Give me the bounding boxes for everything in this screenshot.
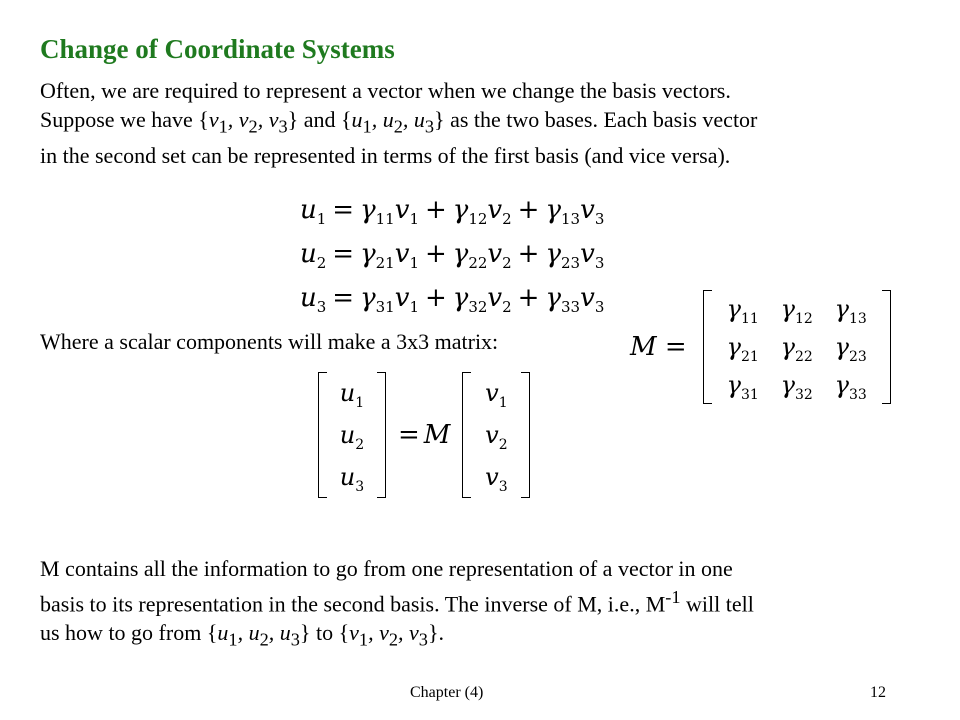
equation-u1: $u_1 = \gamma_{11}v_1 + \gamma_{12}v_2 + \gamma_{13}v_3$ — [300, 195, 605, 229]
matrix-cell: $\gamma_{32}$ — [780, 371, 813, 403]
matrix-cell: $\gamma_{23}$ — [834, 333, 867, 365]
outro-line-2: basis to its representation in the second basis. The inverse of M, i.e., M — [40, 591, 666, 617]
inverse-superscript: -1 — [665, 587, 681, 607]
basis-set-u: {$u_1$, $u_2$, $u_3$} — [340, 107, 445, 137]
vector-entry: $v_1$ — [485, 379, 508, 411]
intro-paragraph — [40, 76, 920, 170]
vector-entry: $v_3$ — [485, 463, 508, 495]
intro-line-3: in the second set can be represented in terms of the first basis (and vice versa). — [40, 143, 731, 169]
basis-equations — [300, 188, 604, 320]
vector-entry: $u_1$ — [339, 379, 365, 411]
outro-line-1: M contains all the information to go from one representation of a vector in one — [40, 556, 733, 581]
matrix-cell: $\gamma_{21}$ — [726, 333, 759, 365]
equation-u3: $u_3 = \gamma_{31}v_1 + \gamma_{32}v_2 + \gamma_{33}v_3$ — [300, 283, 605, 317]
matrix-cell: $\gamma_{12}$ — [780, 295, 813, 327]
outro-paragraph — [40, 554, 920, 655]
v-vector — [462, 372, 530, 498]
matrix-M-label: M = — [630, 332, 687, 362]
slide-title: Change of Coordinate Systems — [40, 34, 395, 64]
matrix-cell: $\gamma_{11}$ — [726, 295, 759, 327]
footer-chapter: Chapter (4) — [410, 684, 484, 701]
matrix-cell: $\gamma_{22}$ — [780, 333, 813, 365]
outro-line-3a: us how to go from — [40, 620, 207, 646]
matrix-cell: $\gamma_{13}$ — [834, 295, 867, 327]
vector-entry: $v_2$ — [485, 421, 508, 453]
basis-set-v: {$v_1$, $v_2$, $v_3$} — [198, 107, 299, 137]
matrix-cell: $\gamma_{33}$ — [834, 371, 867, 403]
u-vector — [318, 372, 386, 498]
equals-M: = M — [398, 420, 451, 450]
vector-entry: $u_2$ — [339, 421, 365, 453]
footer-page-number: 12 — [870, 684, 886, 701]
intro-line-2a: Suppose we have — [40, 107, 199, 132]
basis-set-u-2: {$u_1$, $u_2$, $u_3$} — [206, 620, 311, 650]
intro-line-1: Often, we are required to represent a vector when we change the basis vectors. — [40, 78, 731, 103]
where-text: Where a scalar components will make a 3x3 matrix: — [40, 329, 499, 354]
matrix-cell: $\gamma_{31}$ — [726, 371, 759, 403]
vector-equation — [318, 372, 530, 498]
outro-line-3b: to — [310, 620, 339, 646]
matrix-M — [703, 290, 891, 404]
equation-u2: $u_2 = \gamma_{21}v_1 + \gamma_{22}v_2 + \gamma_{23}v_3$ — [300, 239, 605, 273]
intro-line-2b: and — [298, 107, 341, 132]
outro-line-3c: . — [438, 620, 445, 646]
outro-line-2b: will tell — [680, 591, 754, 617]
matrix-M-definition — [622, 290, 891, 404]
basis-set-v-2: {$v_1$, $v_2$, $v_3$} — [338, 620, 439, 650]
intro-line-2c: as the two bases. Each basis vector — [444, 107, 758, 132]
vector-entry: $u_3$ — [339, 463, 365, 495]
